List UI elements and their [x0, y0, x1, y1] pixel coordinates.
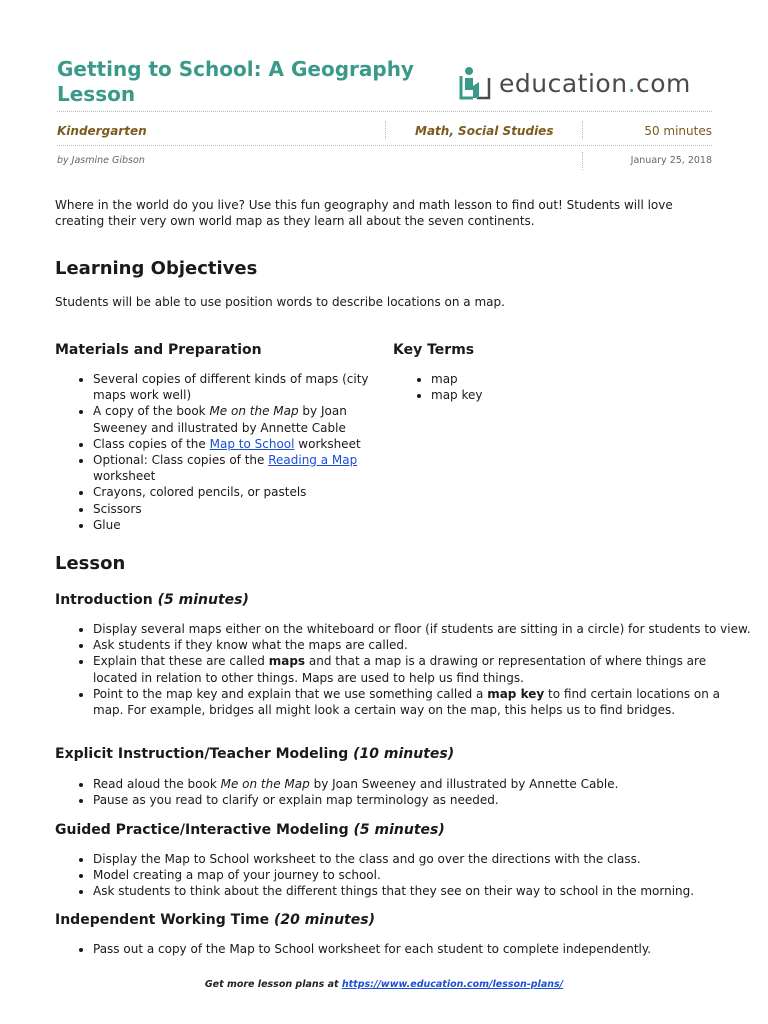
list-item: • Scissors	[93, 501, 393, 517]
education-logo[interactable]	[455, 62, 713, 104]
lesson-plans-link[interactable]: https://www.education.com/lesson-plans/	[341, 979, 564, 990]
meta-separator	[582, 152, 583, 170]
logo-wordmark: education.com	[499, 68, 691, 98]
meta-divider	[57, 145, 712, 146]
materials-list	[55, 371, 393, 533]
independent-work-list	[55, 941, 753, 957]
objectives-heading: Learning Objectives	[55, 258, 258, 279]
list-item: • Point to the map key and explain that we use something called a map key to find certain locations on a map. For example, bridges all might look a certain way on the map, this helps us to find bridges.	[93, 686, 753, 718]
guided-practice-heading: Guided Practice/Interactive Modeling (5 minutes)	[55, 822, 445, 838]
list-item: • Display the Map to School worksheet to the class and go over the directions with the class.	[93, 851, 753, 867]
list-item: • Read aloud the book Me on the Map by Joan Sweeney and illustrated by Annette Cable.	[93, 776, 753, 792]
subject-label: Math, Social Studies	[415, 124, 554, 138]
list-item: • Crayons, colored pencils, or pastels	[93, 484, 393, 500]
meta-row-primary	[57, 124, 712, 146]
materials-heading: Materials and Preparation	[55, 342, 262, 358]
meta-separator	[385, 121, 386, 139]
independent-work-heading: Independent Working Time (20 minutes)	[55, 912, 375, 928]
list-item: • A copy of the book Me on the Map by Joan Sweeney and illustrated by Annette Cable	[93, 403, 393, 435]
grade-label: Kindergarten	[57, 124, 147, 138]
list-item: • Ask students to think about the different things that they see on their way to school in the morning.	[93, 883, 753, 899]
objectives-text: Students will be able to use position words to describe locations on a map.	[55, 295, 505, 309]
explicit-instruction-heading: Explicit Instruction/Teacher Modeling (10 minutes)	[55, 746, 455, 762]
list-item: • Several copies of different kinds of maps (city maps work well)	[93, 371, 393, 403]
header-divider	[57, 111, 712, 112]
list-item: • Glue	[93, 517, 393, 533]
key-terms-heading: Key Terms	[393, 342, 475, 358]
date-label: January 25, 2018	[630, 155, 712, 166]
list-item: • Explain that these are called maps and that a map is a drawing or representation of where things are located in relation to other things. Maps are used to help us find things.	[93, 653, 753, 685]
meta-row-secondary	[57, 155, 712, 177]
list-item: • Ask students if they know what the maps are called.	[93, 637, 753, 653]
map-to-school-link[interactable]: Map to School	[209, 436, 295, 451]
footer	[0, 979, 768, 990]
list-item: • Class copies of the Map to School worksheet	[93, 436, 393, 452]
list-item: • Pass out a copy of the Map to School worksheet for each student to complete independently.	[93, 941, 753, 957]
meta-separator	[582, 121, 583, 139]
list-item: • Optional: Class copies of the Reading a Map worksheet	[93, 452, 393, 484]
page-title: Getting to School: A Geography Lesson	[57, 57, 414, 106]
list-item: • map key	[431, 387, 731, 403]
intro-paragraph: Where in the world do you live? Use this fun geography and math lesson to find out! Students will love creating their very own world map as they learn all about the seven continents.	[55, 198, 673, 228]
introduction-heading: Introduction (5 minutes)	[55, 592, 249, 608]
reading-a-map-link[interactable]: Reading a Map	[268, 453, 358, 468]
list-item: • map	[431, 371, 731, 387]
list-item: • Model creating a map of your journey to school.	[93, 867, 753, 883]
list-item: • Pause as you read to clarify or explain map terminology as needed.	[93, 792, 753, 808]
book-reader-icon	[455, 64, 495, 102]
guided-practice-list	[55, 851, 753, 900]
list-item: • Display several maps either on the whiteboard or floor (if students are sitting in a circle) for students to view.	[93, 621, 753, 637]
introduction-list	[55, 621, 753, 718]
explicit-instruction-list	[55, 776, 753, 808]
duration-label: 50 minutes	[644, 124, 712, 138]
author-label: by Jasmine Gibson	[57, 155, 145, 166]
lesson-heading: Lesson	[55, 553, 126, 574]
key-terms-list	[393, 371, 731, 403]
footer-text: Get more lesson plans at	[204, 979, 342, 990]
